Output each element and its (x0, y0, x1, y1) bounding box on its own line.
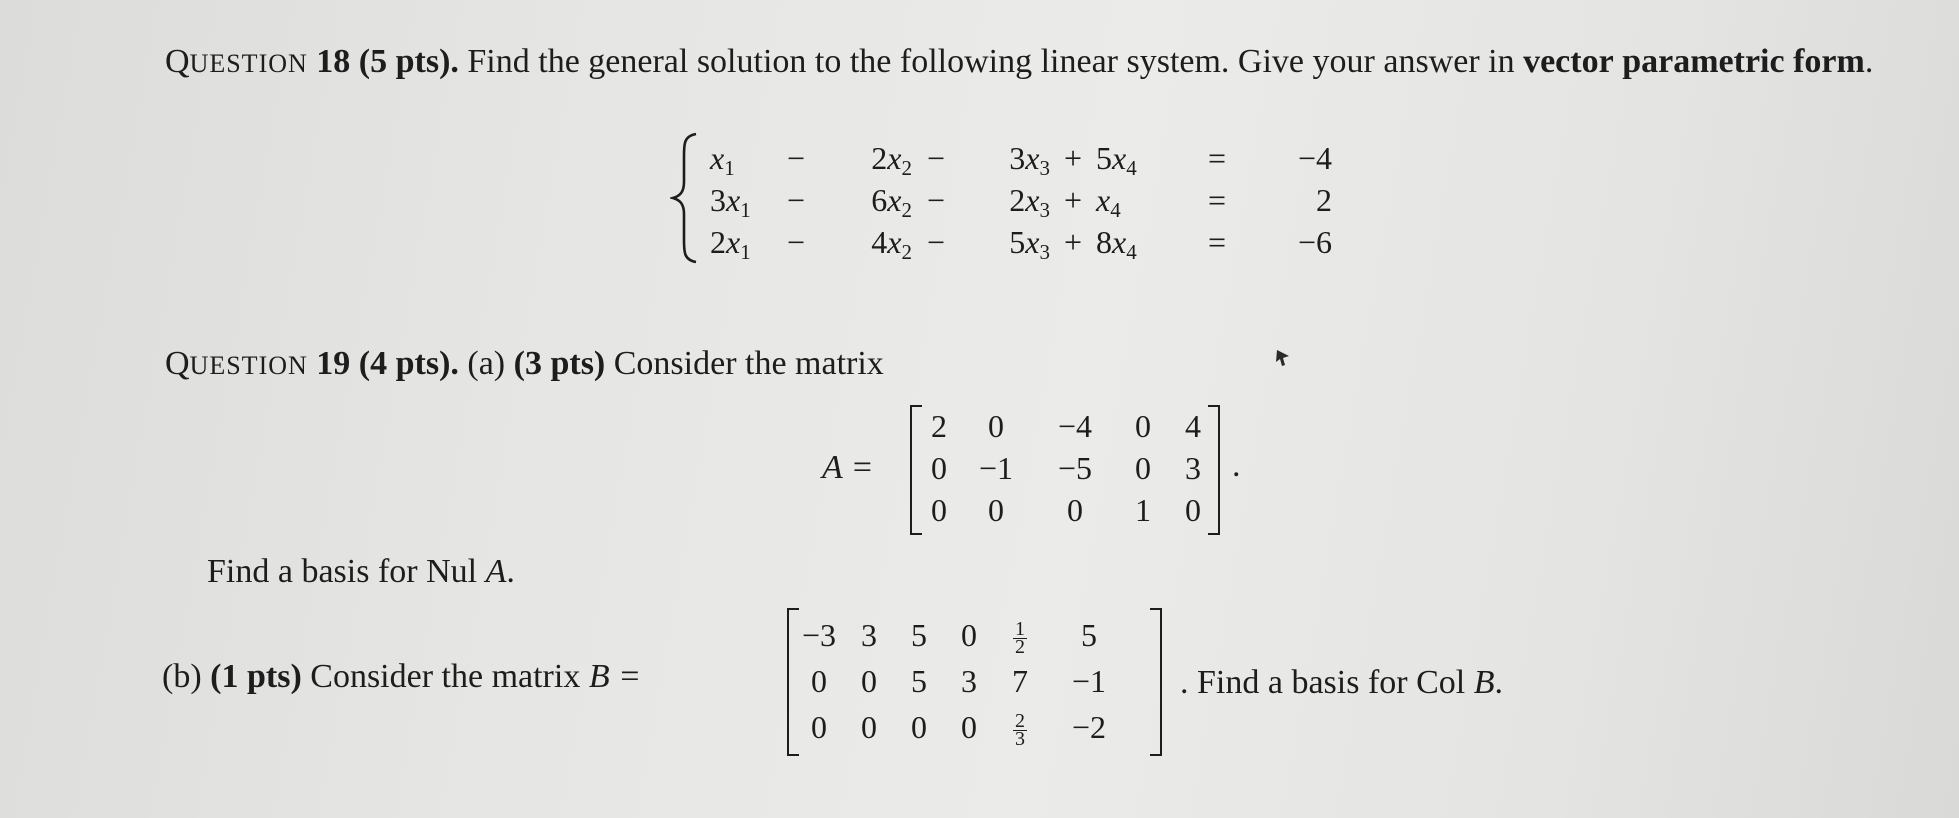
system-term: $5x_3$ (1009, 224, 1050, 264)
system-term: $2x_2$ (871, 140, 912, 180)
question-19-label: QUESTION 19 (4 pts). (165, 345, 459, 382)
system-term: $3x_3$ (1009, 140, 1050, 180)
matrix-b-right-bracket (1150, 608, 1162, 756)
matrix-cell-fraction: $\frac{1}{2}$ (1015, 618, 1025, 659)
matrix-cell: 0 (861, 709, 877, 745)
system-term: $3x_1$ (710, 182, 751, 222)
bold-parametric-form: parametric form (1622, 43, 1865, 80)
system-operator: − (926, 140, 946, 176)
matrix-cell: 0 (931, 450, 947, 486)
matrix-cell: 3 (961, 663, 977, 699)
matrix-b (795, 612, 1133, 750)
matrix-a (918, 405, 1218, 531)
system-term: $8x_4$ (1096, 224, 1137, 264)
matrix-cell: 0 (1067, 492, 1083, 528)
matrix-cell: 2 (931, 408, 947, 444)
matrix-cell: 0 (861, 663, 877, 699)
matrix-a-right-bracket (1208, 405, 1220, 535)
system-operator: = (1207, 140, 1227, 176)
matrix-cell: −4 (1057, 408, 1093, 444)
question-18-text: QUESTION 18 (5 pts). Find the general solution to the following linear system. Give your answer in vector parametric form. (165, 43, 1874, 80)
find-basis-col-b: . Find a basis for Col B. (1180, 664, 1503, 701)
part-a-label: (a) (467, 345, 506, 382)
question-19-text (165, 344, 884, 386)
part-b-text (162, 657, 641, 697)
matrix-cell: 0 (931, 492, 947, 528)
matrix-cell: 0 (811, 709, 827, 745)
matrix-b-name: B = (588, 658, 642, 695)
system-operator: − (786, 182, 806, 218)
part-b-points: (1 pts) (210, 658, 302, 695)
system-operator: − (926, 224, 946, 260)
matrix-cell: 5 (911, 617, 927, 653)
system-term: $4x_2$ (871, 224, 912, 264)
system-operator: + (1063, 182, 1083, 218)
matrix-cell: 0 (961, 709, 977, 745)
matrix-cell: −5 (1057, 450, 1093, 486)
system-operator: = (1207, 224, 1227, 260)
left-brace-icon (670, 132, 700, 264)
system-term: $x_1$ (710, 140, 735, 180)
matrix-cell: −1 (978, 450, 1014, 486)
system-rhs: −4 (1297, 140, 1332, 176)
part-b-label: (b) (162, 658, 202, 695)
matrix-cell: 5 (1081, 617, 1097, 653)
matrix-cell-fraction: $\frac{2}{3}$ (1015, 710, 1025, 751)
matrix-cell: 0 (911, 709, 927, 745)
matrix-cell: 0 (1185, 492, 1201, 528)
system-term: $6x_2$ (871, 182, 912, 222)
system-operator: − (926, 182, 946, 218)
matrix-cell: 3 (1185, 450, 1201, 486)
question-18-label: QUESTION 18 (5 pts). (165, 43, 459, 80)
matrix-a-name: A = (822, 449, 874, 486)
system-operator: + (1063, 224, 1083, 260)
matrix-cell: 0 (961, 617, 977, 653)
system-operator: − (786, 140, 806, 176)
matrix-cell: −3 (801, 617, 837, 653)
system-term: $2x_3$ (1009, 182, 1050, 222)
matrix-cell: −2 (1071, 709, 1107, 745)
system-term: $5x_4$ (1096, 140, 1137, 180)
matrix-cell: 4 (1185, 408, 1201, 444)
part-b-prompt: Consider the matrix (310, 658, 581, 695)
mouse-cursor-icon (1275, 348, 1293, 368)
system-operator: + (1063, 140, 1083, 176)
system-term: $x_4$ (1096, 182, 1121, 222)
matrix-cell: 0 (1135, 408, 1151, 444)
matrix-cell: 1 (1135, 492, 1151, 528)
linear-system (710, 137, 1332, 263)
matrix-cell: 0 (811, 663, 827, 699)
system-rhs: −6 (1297, 224, 1332, 260)
question-18-prompt: Find the general solution to the following linear system. Give your answer in (467, 43, 1515, 80)
matrix-cell: 3 (861, 617, 877, 653)
find-basis-nul-a: Find a basis for Nul A. (207, 553, 515, 590)
matrix-cell: 7 (1012, 663, 1028, 699)
bold-vector: vector (1523, 43, 1614, 80)
matrix-cell: 0 (1135, 450, 1151, 486)
system-operator: − (786, 224, 806, 260)
matrix-cell: 5 (911, 663, 927, 699)
system-operator: = (1207, 182, 1227, 218)
matrix-cell: 0 (988, 408, 1004, 444)
system-rhs: 2 (1316, 182, 1332, 218)
matrix-cell: −1 (1071, 663, 1107, 699)
part-a-prompt: Consider the matrix (613, 345, 884, 382)
part-a-points: (3 pts) (513, 345, 606, 382)
system-term: $2x_1$ (710, 224, 751, 264)
matrix-cell: 0 (988, 492, 1004, 528)
matrix-a-period: . (1232, 447, 1241, 484)
